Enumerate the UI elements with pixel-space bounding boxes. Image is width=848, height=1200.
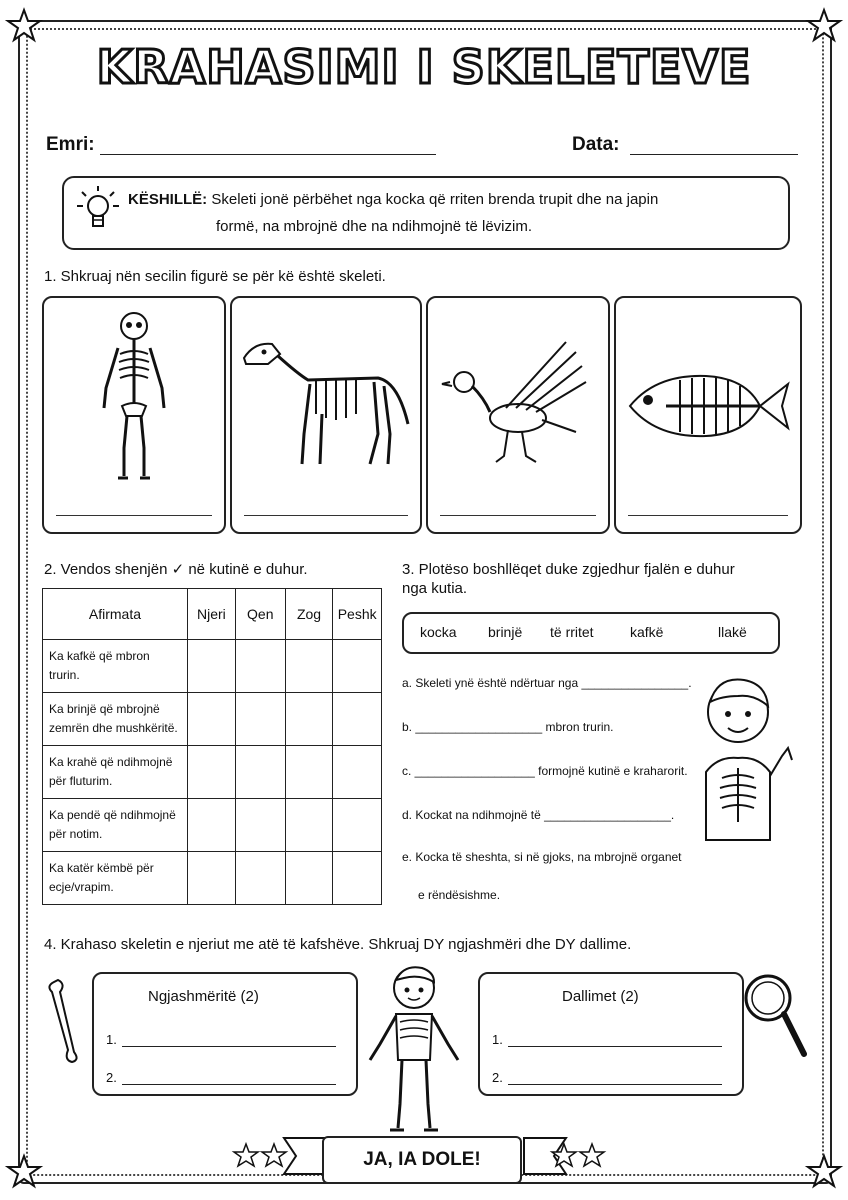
tip-label: KËSHILLË: [128, 191, 208, 208]
word-bank-item: kafkë [630, 624, 664, 640]
check-table [42, 588, 382, 905]
tip-line-2: formë, na mbrojnë dhe na ndihmojnë të lëvizim. [216, 218, 532, 235]
name-label: Emri: [46, 134, 95, 155]
bird-skeleton-icon [446, 338, 596, 468]
check-box[interactable] [187, 746, 235, 799]
date-label: Data: [572, 134, 620, 155]
image-card-fish [614, 296, 802, 534]
magnifying-glass-icon [742, 972, 808, 1062]
answer-line[interactable] [440, 515, 596, 516]
human-skeleton-icon [94, 308, 174, 488]
check-box[interactable] [235, 852, 285, 905]
statement-cell: Ka krahë që ndihmojnë për fluturim. [43, 746, 188, 799]
fill-item-c[interactable]: c. __________________ formojnë kutinë e kraharorit. [402, 764, 688, 778]
dog-skeleton-icon [238, 334, 418, 474]
difference-line-2[interactable] [508, 1084, 722, 1085]
boy-skeleton-shirt-illustration [698, 672, 794, 842]
check-box[interactable] [285, 799, 333, 852]
star-icon [232, 1142, 292, 1172]
question-2: 2. Vendos shenjën ✓ në kutinë e duhur. [44, 561, 308, 578]
check-box[interactable] [187, 852, 235, 905]
statement-cell: Ka katër këmbë për ecje/vrapim. [43, 852, 188, 905]
fill-item-a[interactable]: a. Skeleti ynë është ndërtuar nga ________________. [402, 676, 692, 690]
check-box[interactable] [187, 693, 235, 746]
date-field[interactable] [630, 154, 798, 155]
differences-title: Dallimet (2) [562, 988, 639, 1005]
statement-cell: Ka kafkë që mbron trurin. [43, 640, 188, 693]
check-box[interactable] [187, 799, 235, 852]
table-row [43, 746, 382, 799]
fish-skeleton-icon [626, 362, 796, 452]
star-icon [550, 1142, 610, 1172]
table-row [43, 640, 382, 693]
star-icon [6, 1154, 42, 1190]
check-box[interactable] [333, 693, 382, 746]
footer-banner: JA, IA DOLE! [322, 1136, 522, 1184]
statement-cell: Ka pendë që ndihmojnë për notim. [43, 799, 188, 852]
similarity-line-1[interactable] [122, 1046, 336, 1047]
image-card-bird [426, 296, 610, 534]
question-3: 3. Plotëso boshllëqet duke zgjedhur fjalën e duhur nga kutia. [402, 561, 735, 597]
fill-item-e: e. Kocka të sheshta, si në gjoks, na mbrojnë organet [402, 850, 682, 864]
fill-item-d[interactable]: d. Kockat na ndihmojnë të ___________________. [402, 808, 675, 822]
page-title: KRAHASIMI I SKELETEVE [96, 40, 752, 94]
check-box[interactable] [285, 640, 333, 693]
table-header: Peshk [333, 589, 382, 640]
lightbulb-icon [74, 182, 118, 238]
check-box[interactable] [235, 746, 285, 799]
name-field[interactable] [100, 154, 436, 155]
check-box[interactable] [333, 746, 382, 799]
fill-item-b[interactable]: b. ___________________ mbron trurin. [402, 720, 614, 734]
answer-line[interactable] [628, 515, 788, 516]
word-bank-item: kocka [420, 624, 457, 640]
difference-number-2: 2. [492, 1070, 503, 1085]
check-box[interactable] [333, 640, 382, 693]
image-card-dog [230, 296, 422, 534]
check-box[interactable] [285, 746, 333, 799]
word-bank-item: llakë [718, 624, 747, 640]
answer-line[interactable] [56, 515, 212, 516]
difference-line-1[interactable] [508, 1046, 722, 1047]
check-box[interactable] [333, 852, 382, 905]
star-icon [6, 8, 42, 44]
star-icon [806, 1154, 842, 1190]
tip-text [128, 186, 748, 240]
answer-line[interactable] [244, 515, 408, 516]
word-bank-item: brinjë [488, 624, 523, 640]
star-icon [806, 8, 842, 44]
check-box[interactable] [235, 693, 285, 746]
question-4: 4. Krahaso skeletin e njeriut me atë të kafshëve. Shkruaj DY ngjashmëri dhe DY dallime. [44, 936, 632, 953]
fill-item-e-cont: e rëndësishme. [418, 888, 501, 902]
check-box[interactable] [333, 799, 382, 852]
table-row [43, 799, 382, 852]
tip-line-1: Skeleti jonë përbëhet nga kocka që rriten brenda trupit dhe na japin [211, 191, 659, 208]
similarity-number-2: 2. [106, 1070, 117, 1085]
table-row [43, 693, 382, 746]
table-header: Qen [235, 589, 285, 640]
check-box[interactable] [235, 640, 285, 693]
table-header: Zog [285, 589, 333, 640]
word-bank-item: të rritet [550, 624, 594, 640]
check-box[interactable] [235, 799, 285, 852]
check-box[interactable] [285, 693, 333, 746]
similarities-title: Ngjashmëritë (2) [148, 988, 259, 1005]
similarity-line-2[interactable] [122, 1084, 336, 1085]
table-header: Afirmata [43, 589, 188, 640]
check-box[interactable] [285, 852, 333, 905]
statement-cell: Ka brinjë që mbrojnë zemrën dhe mushkëritë. [43, 693, 188, 746]
check-box[interactable] [187, 640, 235, 693]
table-header: Njeri [187, 589, 235, 640]
question-1: 1. Shkruaj nën secilin figurë se për kë është skeleti. [44, 268, 386, 285]
similarity-number-1: 1. [106, 1032, 117, 1047]
boy-skeleton-illustration [364, 964, 464, 1144]
image-card-human [42, 296, 226, 534]
table-row [43, 852, 382, 905]
bone-icon [42, 976, 82, 1068]
difference-number-1: 1. [492, 1032, 503, 1047]
